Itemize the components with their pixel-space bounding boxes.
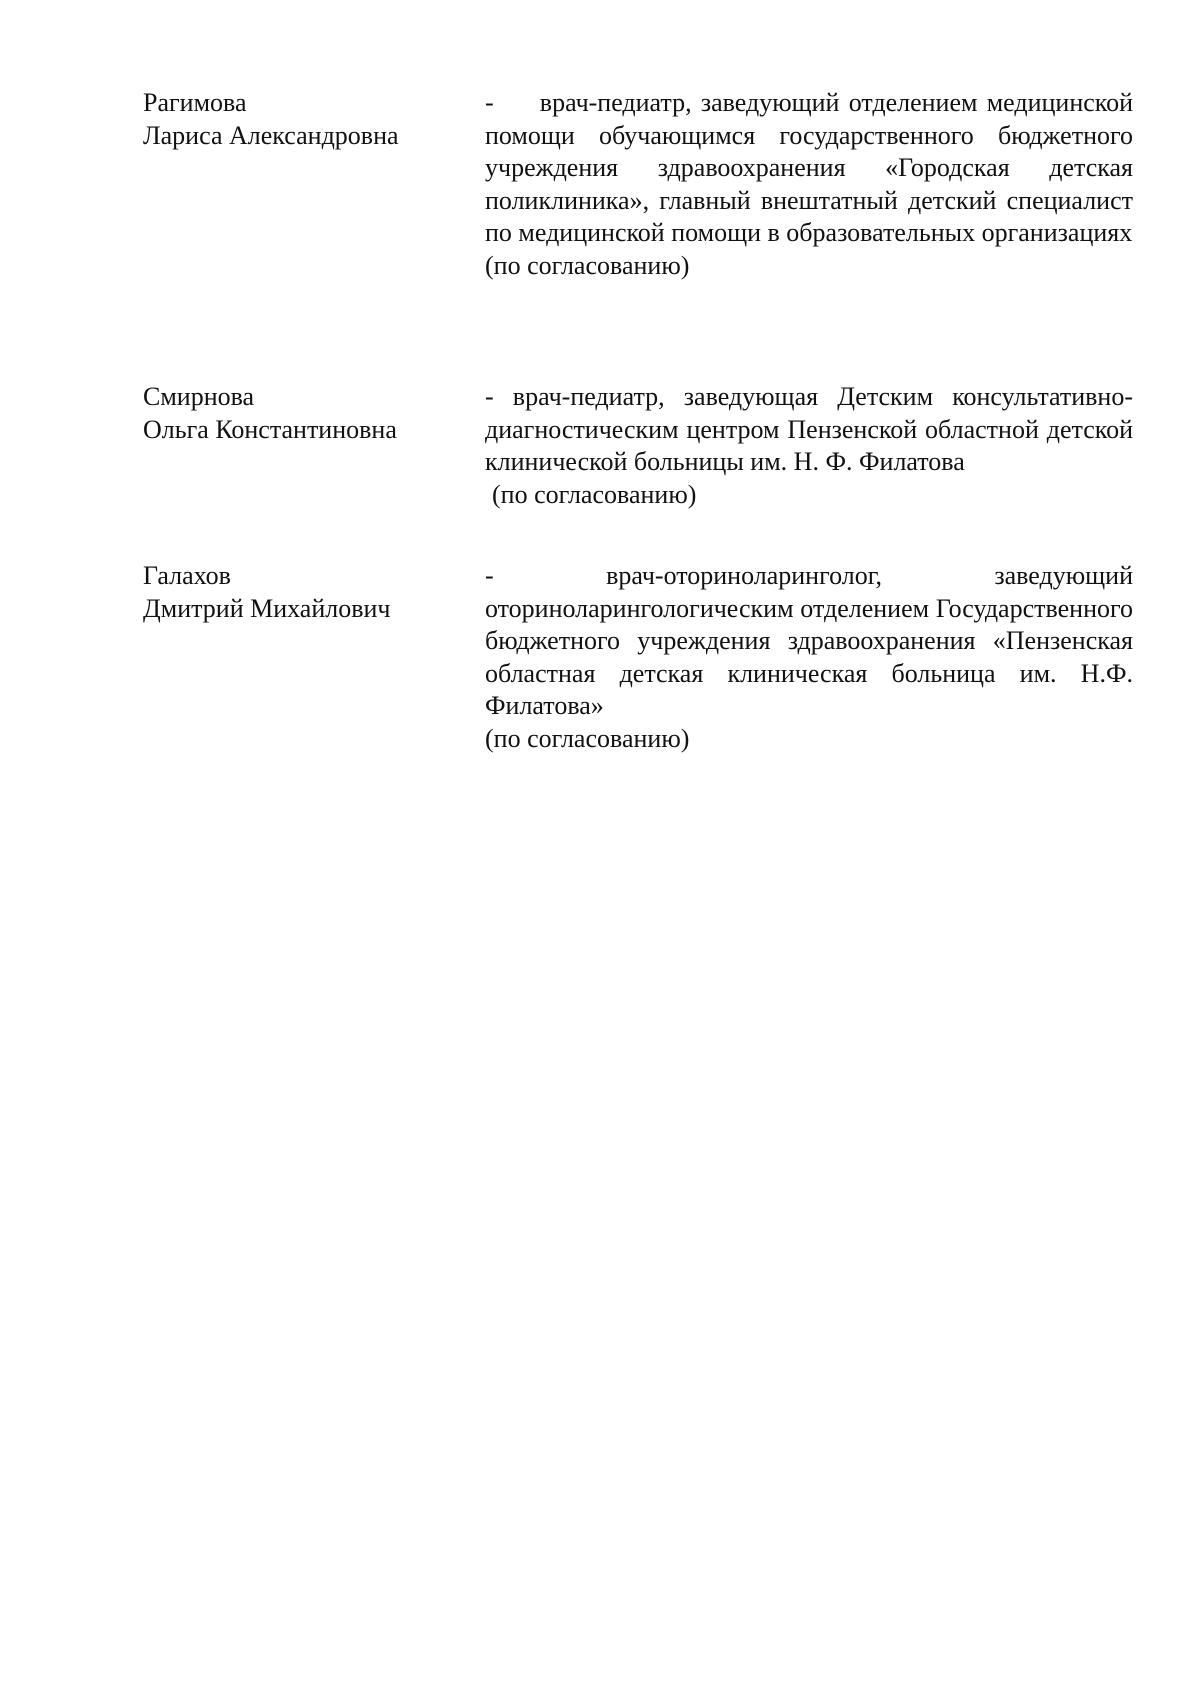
- member-description: - врач-педиатр, заведующая Детским консультативно-диагностическим центром Пензенской областной детской клинической больницы им. Н. Ф. Филатова: [485, 382, 1133, 476]
- member-name: [143, 87, 473, 152]
- member-name: [143, 560, 473, 625]
- member-given-names: Дмитрий Михайлович: [143, 593, 391, 623]
- member-approval-note: (по согласованию): [492, 479, 697, 509]
- member-given-names: Ольга Константиновна: [143, 414, 397, 444]
- member-approval-note: (по согласованию): [485, 250, 690, 280]
- member-position: [485, 87, 1133, 282]
- member-position: [485, 381, 1133, 511]
- member-approval-note: (по согласованию): [485, 723, 690, 753]
- member-surname: Галахов: [143, 561, 231, 590]
- member-surname: Смирнова: [143, 382, 255, 411]
- member-name: [143, 381, 473, 446]
- member-given-names: Лариса Александровна: [143, 120, 399, 150]
- member-description: - врач-оториноларинголог, заведующий оториноларингологическим отделением Государственного бюджетного учреждения здравоохранения «Пензенская областная детская клиническая больница им. Н.Ф. Филатова»: [485, 561, 1133, 720]
- member-surname: Рагимова: [143, 88, 247, 117]
- member-description: - врач-педиатр, заведующий отделением медицинской помощи обучающимся государственного бюджетного учреждения здравоохранения «Городская детская поликлиника», главный внештатный детский специалист по медицинской помощи в образовательных организациях: [485, 88, 1133, 247]
- member-position: [485, 560, 1133, 755]
